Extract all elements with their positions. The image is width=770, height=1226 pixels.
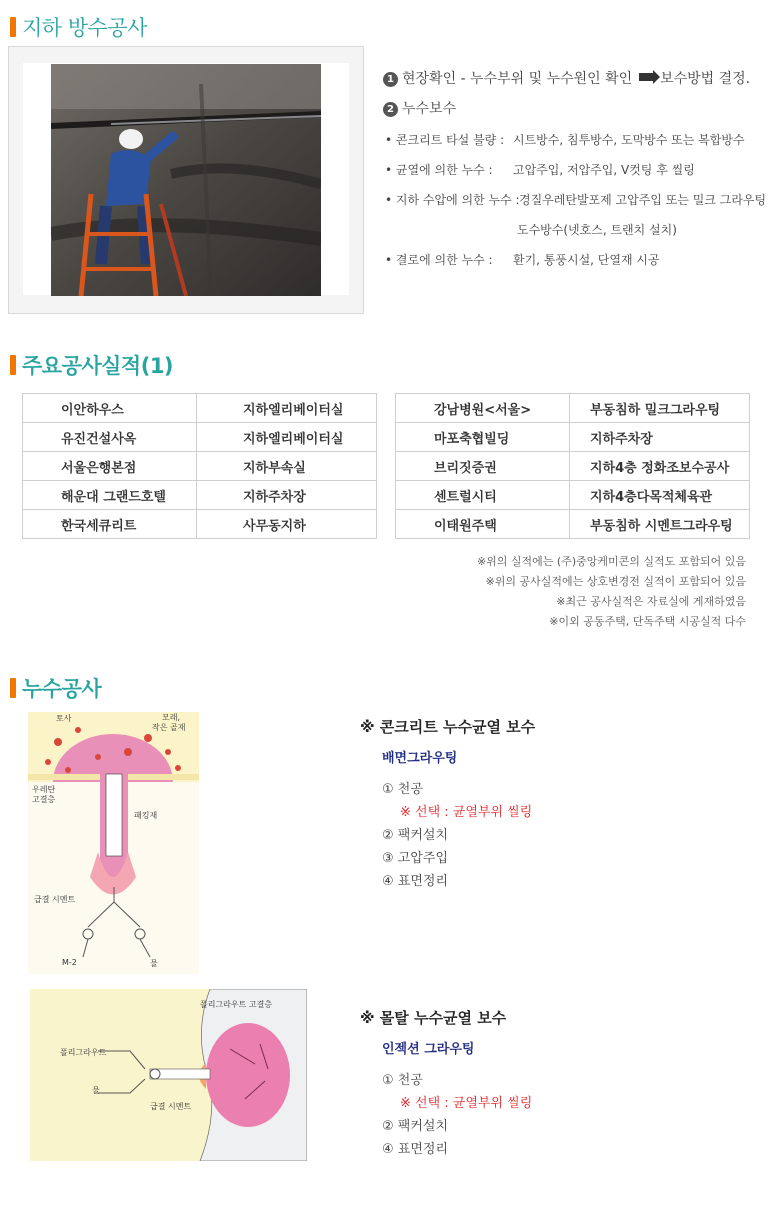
section-title-waterproofing <box>10 12 147 42</box>
performance-notes: ※위의 실적에는 (주)중앙케미콘의 실적도 포함되어 있음 ※위의 공사실적에는 상호변경전 실적이 포함되어 있음 ※최근 공사실적은 자료실에 게재하였음 ※이외 공동주택, 단독주택 시공실적 다수 <box>476 555 746 628</box>
repair-concrete-crack: ※ 콘크리트 누수균열 보수 배면그라우팅 ① 천공 ※ 선택 : 균열부위 씰링 ② 팩커설치 ③ 고압주입 ④ 표면정리 <box>360 718 536 889</box>
section-title-text: 누수공사 <box>22 677 102 701</box>
table-row: 이태원주택 부동침하 시멘트그라우팅 <box>396 510 750 539</box>
repair-item: • 균열에 의한 누수 : 고압주입, 저압주입, V컷팅 후 씰링 <box>385 163 695 177</box>
step-1: 1 현장확인 - 누수부위 및 누수원인 확인 보수방법 결정. <box>383 68 768 88</box>
table-row: 유진건설사옥 지하엘리베이터실 <box>23 423 377 452</box>
photo-frame <box>8 46 364 314</box>
arrow-right-icon <box>639 73 654 81</box>
section-title-leak <box>10 673 101 703</box>
table-row: 이안하우스 지하엘리베이터실 <box>23 394 377 423</box>
step-2: 2 누수보수 <box>383 98 768 118</box>
step-number-badge: 2 <box>383 102 398 117</box>
title-marker <box>10 17 16 37</box>
performance-table-left <box>22 393 377 539</box>
repair-item: • 콘크리트 타설 불량 : 시트방수, 침투방수, 도막방수 또는 복합방수 <box>385 133 745 147</box>
table-row: 마포축협빌딩 지하주차장 <box>396 423 750 452</box>
table-row: 서울은행본점 지하부속실 <box>23 452 377 481</box>
worker-photo <box>51 64 321 296</box>
table-row: 브리짓증권 지하4층 정화조보수공사 <box>396 452 750 481</box>
section-title-text: 지하 방수공사 <box>22 16 147 40</box>
table-row: 해운대 그랜드호텔 지하주차장 <box>23 481 377 510</box>
title-marker <box>10 678 16 698</box>
table-row: 강남병원<서울> 부동침하 밀크그라우팅 <box>396 394 750 423</box>
table-row: 센트럴시티 지하4층다목적체육관 <box>396 481 750 510</box>
step-number-badge: 1 <box>383 72 398 87</box>
injection-grouting-diagram: 폴리그라우트 고결층 폴리그라우트 물 급결 시멘트 <box>30 989 307 1161</box>
section-title-performance <box>10 350 173 380</box>
performance-table-right <box>395 393 750 539</box>
waterproofing-steps <box>383 68 768 282</box>
section-title-text: 주요공사실적(1) <box>22 354 174 378</box>
repair-item: • 지하 수압에 의한 누수 : 경질우레탄발포제 고압주입 또는 밀크 그라우팅 도수방수(넷호스, 트랜치 설치) <box>385 193 767 237</box>
back-grouting-diagram: 토사 모래, 작은 골재 우레탄 고결층 패킹재 급결 시멘트 M-2 물 <box>28 712 199 974</box>
repair-mortar-crack: ※ 몰탈 누수균열 보수 인젝션 그라우팅 ① 천공 ※ 선택 : 균열부위 씰링 ② 팩커설치 ④ 표면정리 <box>360 1009 533 1157</box>
repair-item: • 결로에 의한 누수 : 환기, 통풍시설, 단열재 시공 <box>385 253 660 267</box>
table-row: 한국세큐리트 사무동지하 <box>23 510 377 539</box>
title-marker <box>10 355 16 375</box>
